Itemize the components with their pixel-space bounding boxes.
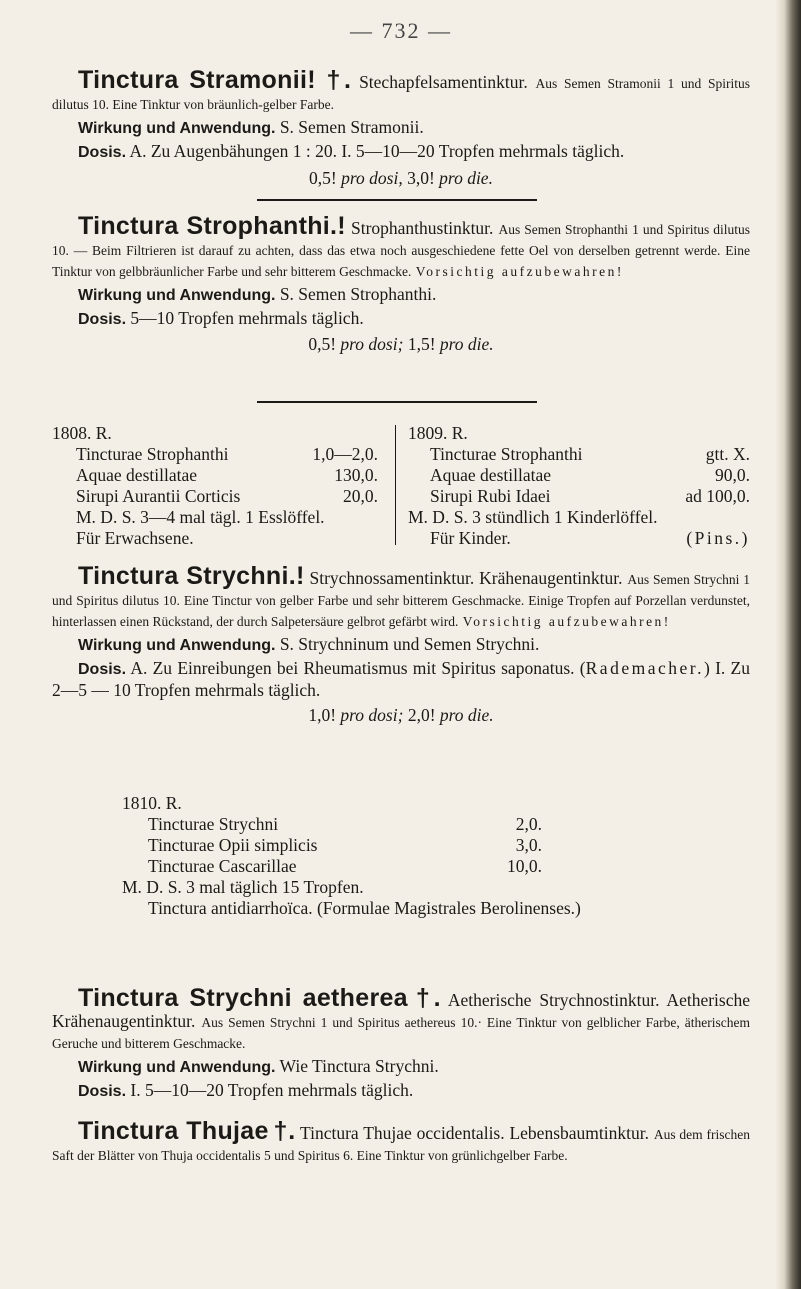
entry-description: Strophanthustinktur. — [350, 218, 494, 238]
patient: Für Erwachsene. — [76, 528, 194, 548]
divider — [257, 199, 537, 201]
dosis-label: Dosis. — [78, 1083, 127, 1100]
max-dose-daily-unit: pro die. — [439, 168, 493, 188]
max-dose-daily: 3,0! — [407, 168, 435, 188]
author: (Pins.) — [686, 528, 750, 548]
ingredient-row: Sirupi Rubi Idaei ad 100,0. — [430, 486, 750, 506]
poison-mark: ! — [295, 562, 305, 590]
signa: M. D. S. 3 mal täglich 15 Tropfen. — [122, 877, 364, 897]
entry-title: Tinctura Strychni aetherea — [78, 984, 408, 1012]
dosis-text: I. 5—10—20 Tropfen mehrmals täglich. — [130, 1080, 414, 1100]
entry-source: Aus Semen Stramonii 1 und Spiritus dilutus 10. Eine Tinktur von bräunlich-gelber Farbe. — [52, 76, 751, 112]
prescription-1808 — [52, 423, 382, 549]
prescription-1810 — [122, 793, 581, 919]
entry-strychni — [52, 562, 750, 726]
wirkung-text: S. Semen Strophanthi. — [279, 284, 437, 304]
max-dose-daily-unit: pro die. — [439, 705, 494, 725]
dosis-text: A. Zu Augenbähungen 1 : 20. I. 5—10—20 Tropfen mehrmals täglich. — [129, 141, 625, 161]
entry-thujae — [52, 1117, 751, 1165]
entry-source: Aus Semen Strophanthi 1 und Spiritus dilutus 10. — Beim Filtrieren ist darauf zu achten, dass das etwa noch ausgeschiedene fette Oel von derselben getrennt werde. Eine Tinktur von gelbbräunlicher Farbe und sehr bitterem Geschmacke. — [52, 222, 750, 279]
dosis-label: Dosis. — [78, 661, 127, 678]
dosis-text-2: ) I. Zu 2—5 — 10 Tropfen mehrmals täglich. — [52, 658, 750, 700]
ingredient-row: Tincturae Strophanthi gtt. X. — [430, 444, 750, 464]
wirkung-label: Wirkung und Anwendung. — [78, 287, 276, 304]
prescription-number: 1808. R. — [52, 423, 112, 443]
signa: M. D. S. 3—4 mal tägl. 1 Esslöffel. — [76, 507, 325, 527]
poison-mark: †. — [415, 984, 441, 1012]
wirkung-label: Wirkung und Anwendung. — [78, 1059, 276, 1076]
entry-description: Tinctura Thujae occidentalis. Lebensbaumtinktur. — [300, 1123, 649, 1143]
max-dose-single: 1,0! — [308, 705, 337, 725]
entry-description: Aetherische Strychnostinktur. Aetherische Krähenaugentinktur. — [52, 990, 751, 1031]
entry-description: Strychnossamentinktur. Krähenaugentinktur. — [309, 568, 623, 588]
max-dose-daily-unit: pro die. — [439, 334, 494, 354]
entry-stramonii — [52, 66, 751, 189]
entry-description: Stechapfelsamentinktur. — [359, 72, 528, 92]
wirkung-text: S. Strychninum und Semen Strychni. — [279, 634, 540, 654]
entry-title: Tinctura Thujae — [78, 1117, 269, 1145]
patient-row — [408, 528, 750, 549]
ingredient-row: Tincturae Opii simplicis 3,0. — [148, 835, 542, 855]
max-dose — [52, 334, 750, 355]
prescription-number: 1809. R. — [408, 423, 468, 443]
dosis-text: A. Zu Einreibungen bei Rheumatismus mit Spiritus saponatus. ( — [130, 658, 586, 678]
formula-note: Tinctura antidiarrhoïca. (Formulae Magistrales Berolinenses.) — [148, 898, 581, 918]
entry-source: Aus dem frischen Saft der Blätter von Thuja occidentalis 5 und Spiritus 6. Eine Tinktur von grünlichgelber Farbe. — [52, 1127, 751, 1163]
entry-strychni-aetherea — [52, 984, 751, 1102]
max-dose-single: 0,5! — [309, 168, 337, 188]
entry-title: Tinctura Stramonii — [78, 66, 308, 94]
max-dose-daily: 1,5! — [407, 334, 436, 354]
page-number: — 732 — — [350, 18, 452, 43]
signa: M. D. S. 3 stündlich 1 Kinderlöffel. — [408, 507, 658, 527]
ingredient-row: Tincturae Strophanthi 1,0—2,0. — [76, 444, 378, 464]
dosis-label: Dosis. — [78, 144, 127, 161]
ingredient-row: Tincturae Cascarillae 10,0. — [148, 856, 542, 876]
poison-mark: †. — [273, 1117, 296, 1145]
entry-title: Tinctura Strophanthi. — [78, 212, 338, 240]
book-spine-shadow — [775, 0, 801, 1289]
storage-warning: Vorsichtig aufzubewahren! — [415, 264, 624, 279]
prescription-number: 1810. R. — [122, 793, 182, 813]
dosis-text: 5—10 Tropfen mehrmals täglich. — [130, 308, 364, 328]
entry-strophanthi — [52, 212, 750, 355]
max-dose — [52, 168, 750, 189]
divider — [257, 401, 537, 403]
ingredient-row: Tincturae Strychni 2,0. — [148, 814, 542, 834]
column-divider — [395, 425, 396, 545]
ingredient-row: Aquae destillatae 130,0. — [76, 465, 378, 485]
ingredient-row: Sirupi Aurantii Corticis 20,0. — [76, 486, 378, 506]
wirkung-text: Wie Tinctura Strychni. — [279, 1056, 439, 1076]
storage-warning: Vorsichtig aufzubewahren! — [462, 614, 671, 629]
max-dose-single-unit: pro dosi, — [341, 168, 403, 188]
max-dose-daily: 2,0! — [407, 705, 436, 725]
wirkung-label: Wirkung und Anwendung. — [78, 637, 276, 654]
max-dose-single-unit: pro dosi; — [340, 334, 404, 354]
wirkung-text: S. Semen Stramonii. — [279, 117, 424, 137]
ingredient-row: Aquae destillatae 90,0. — [430, 465, 750, 485]
max-dose-single: 0,5! — [308, 334, 337, 354]
dosis-label: Dosis. — [78, 311, 127, 328]
entry-title: Tinctura Strychni. — [78, 562, 296, 590]
poison-mark: ! — [337, 212, 346, 240]
max-dose — [52, 705, 750, 726]
patient: Für Kinder. — [430, 528, 511, 548]
wirkung-label: Wirkung und Anwendung. — [78, 120, 276, 137]
dosis-author: Rademacher. — [585, 658, 704, 678]
prescription-1809 — [408, 423, 750, 549]
entry-source: Aus Semen Strychni 1 und Spiritus aethereus 10.· Eine Tinktur von gelblicher Farbe, ätherischem Geruche und bitterem Geschmacke. — [52, 1015, 750, 1051]
max-dose-single-unit: pro dosi; — [340, 705, 404, 725]
entry-source: Aus Semen Strychni 1 und Spiritus dilutus 10. Eine Tinctur von gelber Farbe und sehr bitterem Geschmacke. Einige Tropfen auf Porzellan verdunstet, hinterlassen einen Rückstand, der durch Salpetersäure gelbrot gefärbt wird. — [52, 572, 750, 629]
poison-mark: ! †. — [307, 66, 352, 94]
